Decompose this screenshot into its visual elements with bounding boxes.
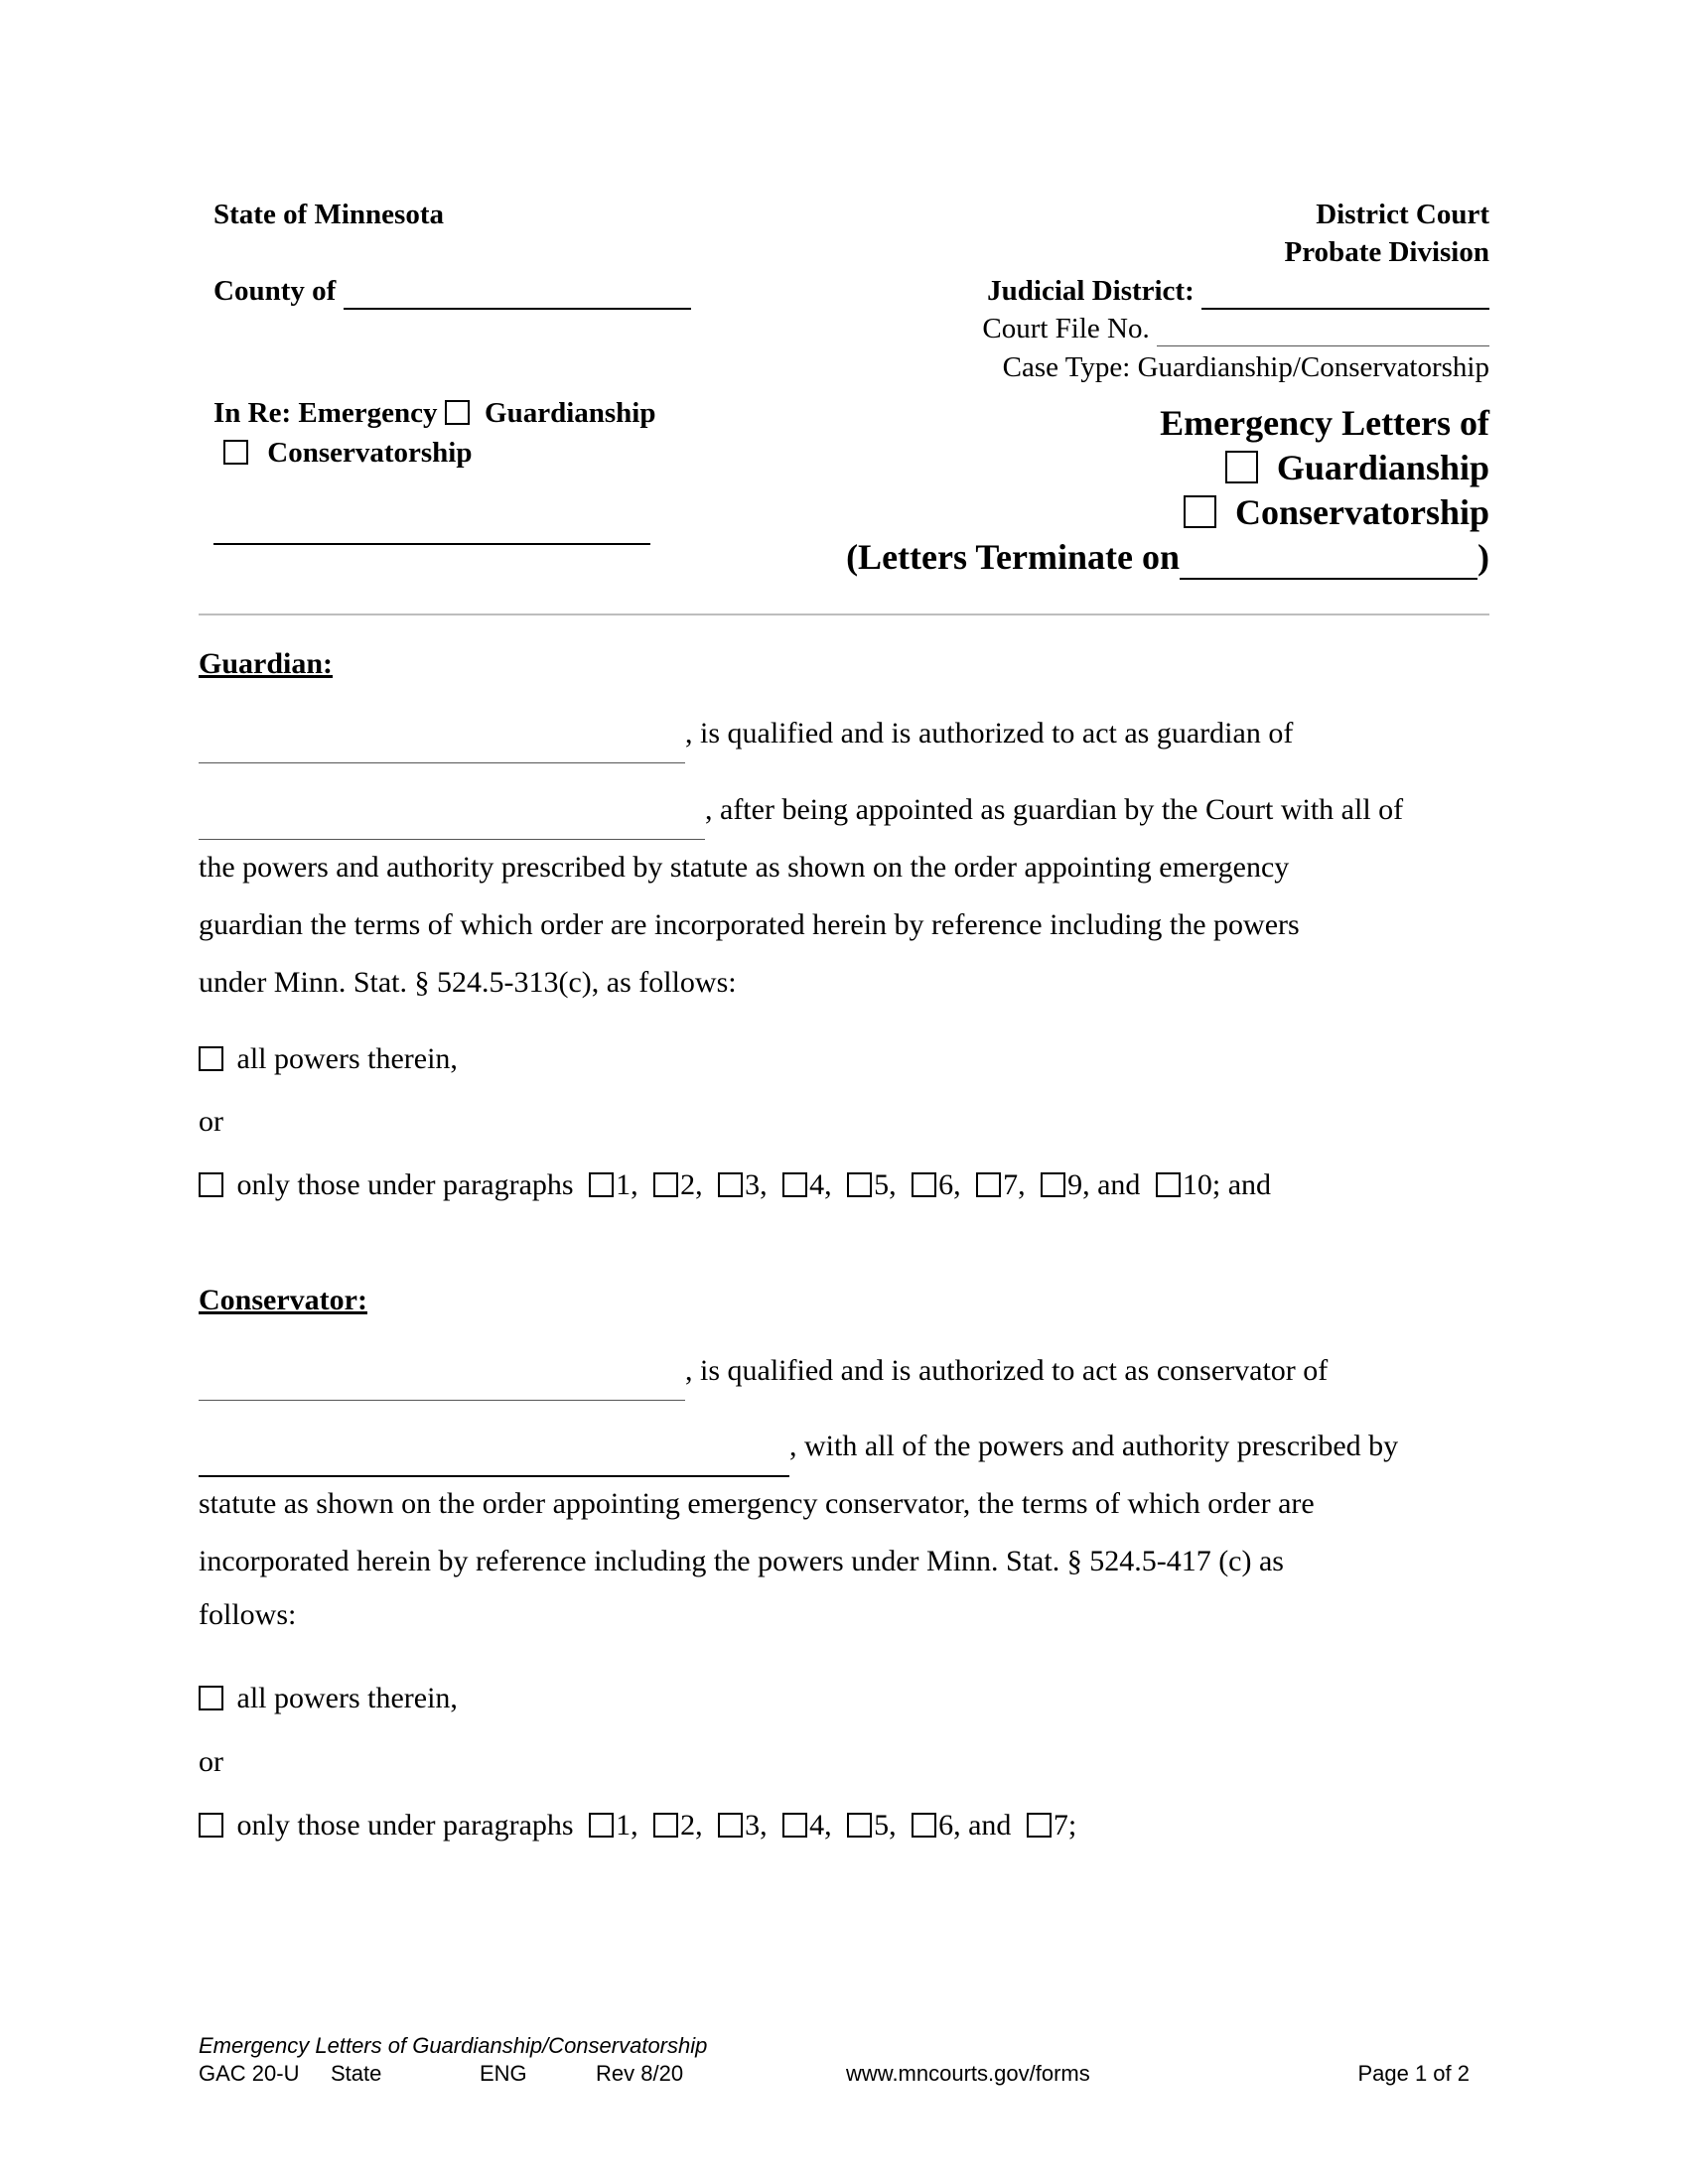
conservator-para-checkbox[interactable] <box>782 1813 807 1838</box>
conservator-body-2: incorporated herein by reference including the powers under Minn. Stat. § 524.5-417 (c) as <box>199 1545 1284 1577</box>
footer-form-title: Emergency Letters of Guardianship/Conservatorship <box>199 2033 708 2058</box>
conservator-para-checkbox[interactable] <box>847 1813 872 1838</box>
conservator-para-checkbox[interactable] <box>653 1813 678 1838</box>
conservator-only-paragraphs-checkbox[interactable] <box>199 1813 223 1838</box>
division-name: Probate Division <box>1284 236 1489 268</box>
conservator-heading: Conservator: <box>199 1284 367 1316</box>
guardian-all-powers-label: all powers therein, <box>236 1042 458 1075</box>
in-re-guardianship-label: Guardianship <box>485 397 656 429</box>
conservator-only-paragraphs-option <box>199 1809 1076 1843</box>
guardian-para-checkbox[interactable] <box>1041 1172 1065 1197</box>
in-re-conservatorship-checkbox[interactable] <box>223 440 248 465</box>
terminate-label: (Letters Terminate on <box>846 537 1180 577</box>
footer-language: ENG <box>480 2061 527 2086</box>
guardian-para-label: 9, and <box>1067 1168 1141 1201</box>
guardian-heading: Guardian: <box>199 647 334 680</box>
guardian-para-checkbox[interactable] <box>912 1172 936 1197</box>
conservator-or: or <box>199 1745 223 1778</box>
footer-website[interactable]: www.mncourts.gov/forms <box>846 2061 1090 2086</box>
in-re-line-2 <box>223 437 472 470</box>
conservator-para-label: 1, <box>616 1809 638 1842</box>
conservator-line-2-text: , with all of the powers and authority prescribed by <box>789 1430 1399 1462</box>
conservator-para-label: 3, <box>745 1809 768 1842</box>
title-conservatorship-option <box>1184 491 1489 533</box>
guardian-para-label: 6, <box>938 1168 961 1201</box>
footer-page-number: Page 1 of 2 <box>1357 2061 1470 2086</box>
in-re-label: In Re: Emergency <box>213 397 438 429</box>
footer-form-code: GAC 20-U <box>199 2061 300 2086</box>
in-re-guardianship-checkbox[interactable] <box>445 400 470 425</box>
guardian-para-checkbox[interactable] <box>1156 1172 1181 1197</box>
in-re-line <box>213 397 656 430</box>
case-type: Case Type: Guardianship/Conservatorship <box>1002 351 1489 383</box>
guardian-all-powers-checkbox[interactable] <box>199 1046 223 1071</box>
conservator-para-label: 6, and <box>938 1809 1012 1842</box>
county-label: County of <box>213 275 337 307</box>
guardian-para-checkbox[interactable] <box>653 1172 678 1197</box>
conservator-para-label: 4, <box>809 1809 832 1842</box>
guardian-para-label: 4, <box>809 1168 832 1201</box>
guardian-para-label: 10; and <box>1182 1168 1272 1201</box>
footer-revision: Rev 8/20 <box>596 2061 684 2086</box>
title-guardianship-label: Guardianship <box>1276 448 1489 487</box>
guardian-para-checkbox[interactable] <box>589 1172 614 1197</box>
footer-jurisdiction: State <box>331 2061 382 2086</box>
judicial-district-input[interactable] <box>1201 275 1489 310</box>
terminate-close: ) <box>1477 537 1489 577</box>
court-file-field <box>982 313 1489 346</box>
conservator-para-checkbox[interactable] <box>718 1813 743 1838</box>
conservator-line-1 <box>199 1342 1489 1401</box>
guardian-only-paragraphs-checkbox[interactable] <box>199 1172 223 1197</box>
guardian-only-paragraphs-option <box>199 1168 1271 1202</box>
judicial-district-label: Judicial District: <box>987 275 1195 307</box>
terminate-line <box>846 536 1489 580</box>
guardian-para-checkbox[interactable] <box>976 1172 1001 1197</box>
guardian-para-checkbox[interactable] <box>847 1172 872 1197</box>
guardian-all-powers-option <box>199 1042 458 1076</box>
guardian-body-1: the powers and authority prescribed by statute as shown on the order appointing emergency <box>199 851 1290 884</box>
guardian-para-label: 3, <box>745 1168 768 1201</box>
conservator-only-paragraphs-label: only those under paragraphs <box>236 1809 574 1842</box>
title-conservatorship-label: Conservatorship <box>1234 492 1489 532</box>
ward-name-input[interactable] <box>199 781 705 840</box>
terminate-date-input[interactable] <box>1180 536 1477 580</box>
conservator-all-powers-label: all powers therein, <box>236 1682 458 1714</box>
conservator-name-input[interactable] <box>199 1342 685 1401</box>
guardian-line-1 <box>199 705 1489 763</box>
guardian-para-label: 5, <box>874 1168 897 1201</box>
protected-person-input[interactable] <box>199 1418 789 1477</box>
guardian-or: or <box>199 1105 223 1138</box>
guardian-para-checkbox[interactable] <box>782 1172 807 1197</box>
guardian-line-1-text: , is qualified and is authorized to act as guardian of <box>685 717 1294 750</box>
conservator-para-checkbox[interactable] <box>589 1813 614 1838</box>
title-guardianship-option <box>1225 447 1489 488</box>
title-guardianship-checkbox[interactable] <box>1225 451 1258 483</box>
conservator-para-label: 5, <box>874 1809 897 1842</box>
guardian-only-paragraphs-label: only those under paragraphs <box>236 1168 574 1201</box>
county-field <box>213 275 691 310</box>
conservator-all-powers-option <box>199 1682 458 1715</box>
guardian-para-checkbox[interactable] <box>718 1172 743 1197</box>
guardian-para-label: 7, <box>1003 1168 1026 1201</box>
header-divider <box>199 614 1489 615</box>
guardian-line-2 <box>199 781 1489 840</box>
guardian-name-input[interactable] <box>199 705 685 763</box>
conservator-para-label: 2, <box>680 1809 703 1842</box>
court-file-label: Court File No. <box>982 313 1150 344</box>
conservator-all-powers-checkbox[interactable] <box>199 1686 223 1710</box>
conservator-line-2 <box>199 1418 1489 1477</box>
conservator-line-1-text: , is qualified and is authorized to act as conservator of <box>685 1354 1329 1387</box>
conservator-para-label: 7; <box>1053 1809 1077 1842</box>
state-label: State of Minnesota <box>213 199 444 230</box>
doc-title: Emergency Letters of <box>1160 403 1489 443</box>
conservator-para-checkbox[interactable] <box>912 1813 936 1838</box>
guardian-line-2-text: , after being appointed as guardian by the Court with all of <box>705 793 1404 826</box>
conservator-body-3: follows: <box>199 1598 297 1631</box>
county-input[interactable] <box>344 275 691 310</box>
guardian-para-label: 2, <box>680 1168 703 1201</box>
guardian-body-3: under Minn. Stat. § 524.5-313(c), as follows: <box>199 966 737 999</box>
conservator-body-1: statute as shown on the order appointing emergency conservator, the terms of which order are <box>199 1487 1315 1520</box>
respondent-name-input[interactable] <box>213 543 650 545</box>
title-conservatorship-checkbox[interactable] <box>1184 495 1216 528</box>
guardian-body-2: guardian the terms of which order are incorporated herein by reference including the powers <box>199 908 1300 941</box>
court-file-input[interactable] <box>1157 313 1489 346</box>
in-re-conservatorship-label: Conservatorship <box>267 437 473 469</box>
judicial-district-field <box>987 275 1489 310</box>
guardian-para-label: 1, <box>616 1168 638 1201</box>
conservator-para-checkbox[interactable] <box>1027 1813 1052 1838</box>
court-name: District Court <box>1316 199 1489 230</box>
